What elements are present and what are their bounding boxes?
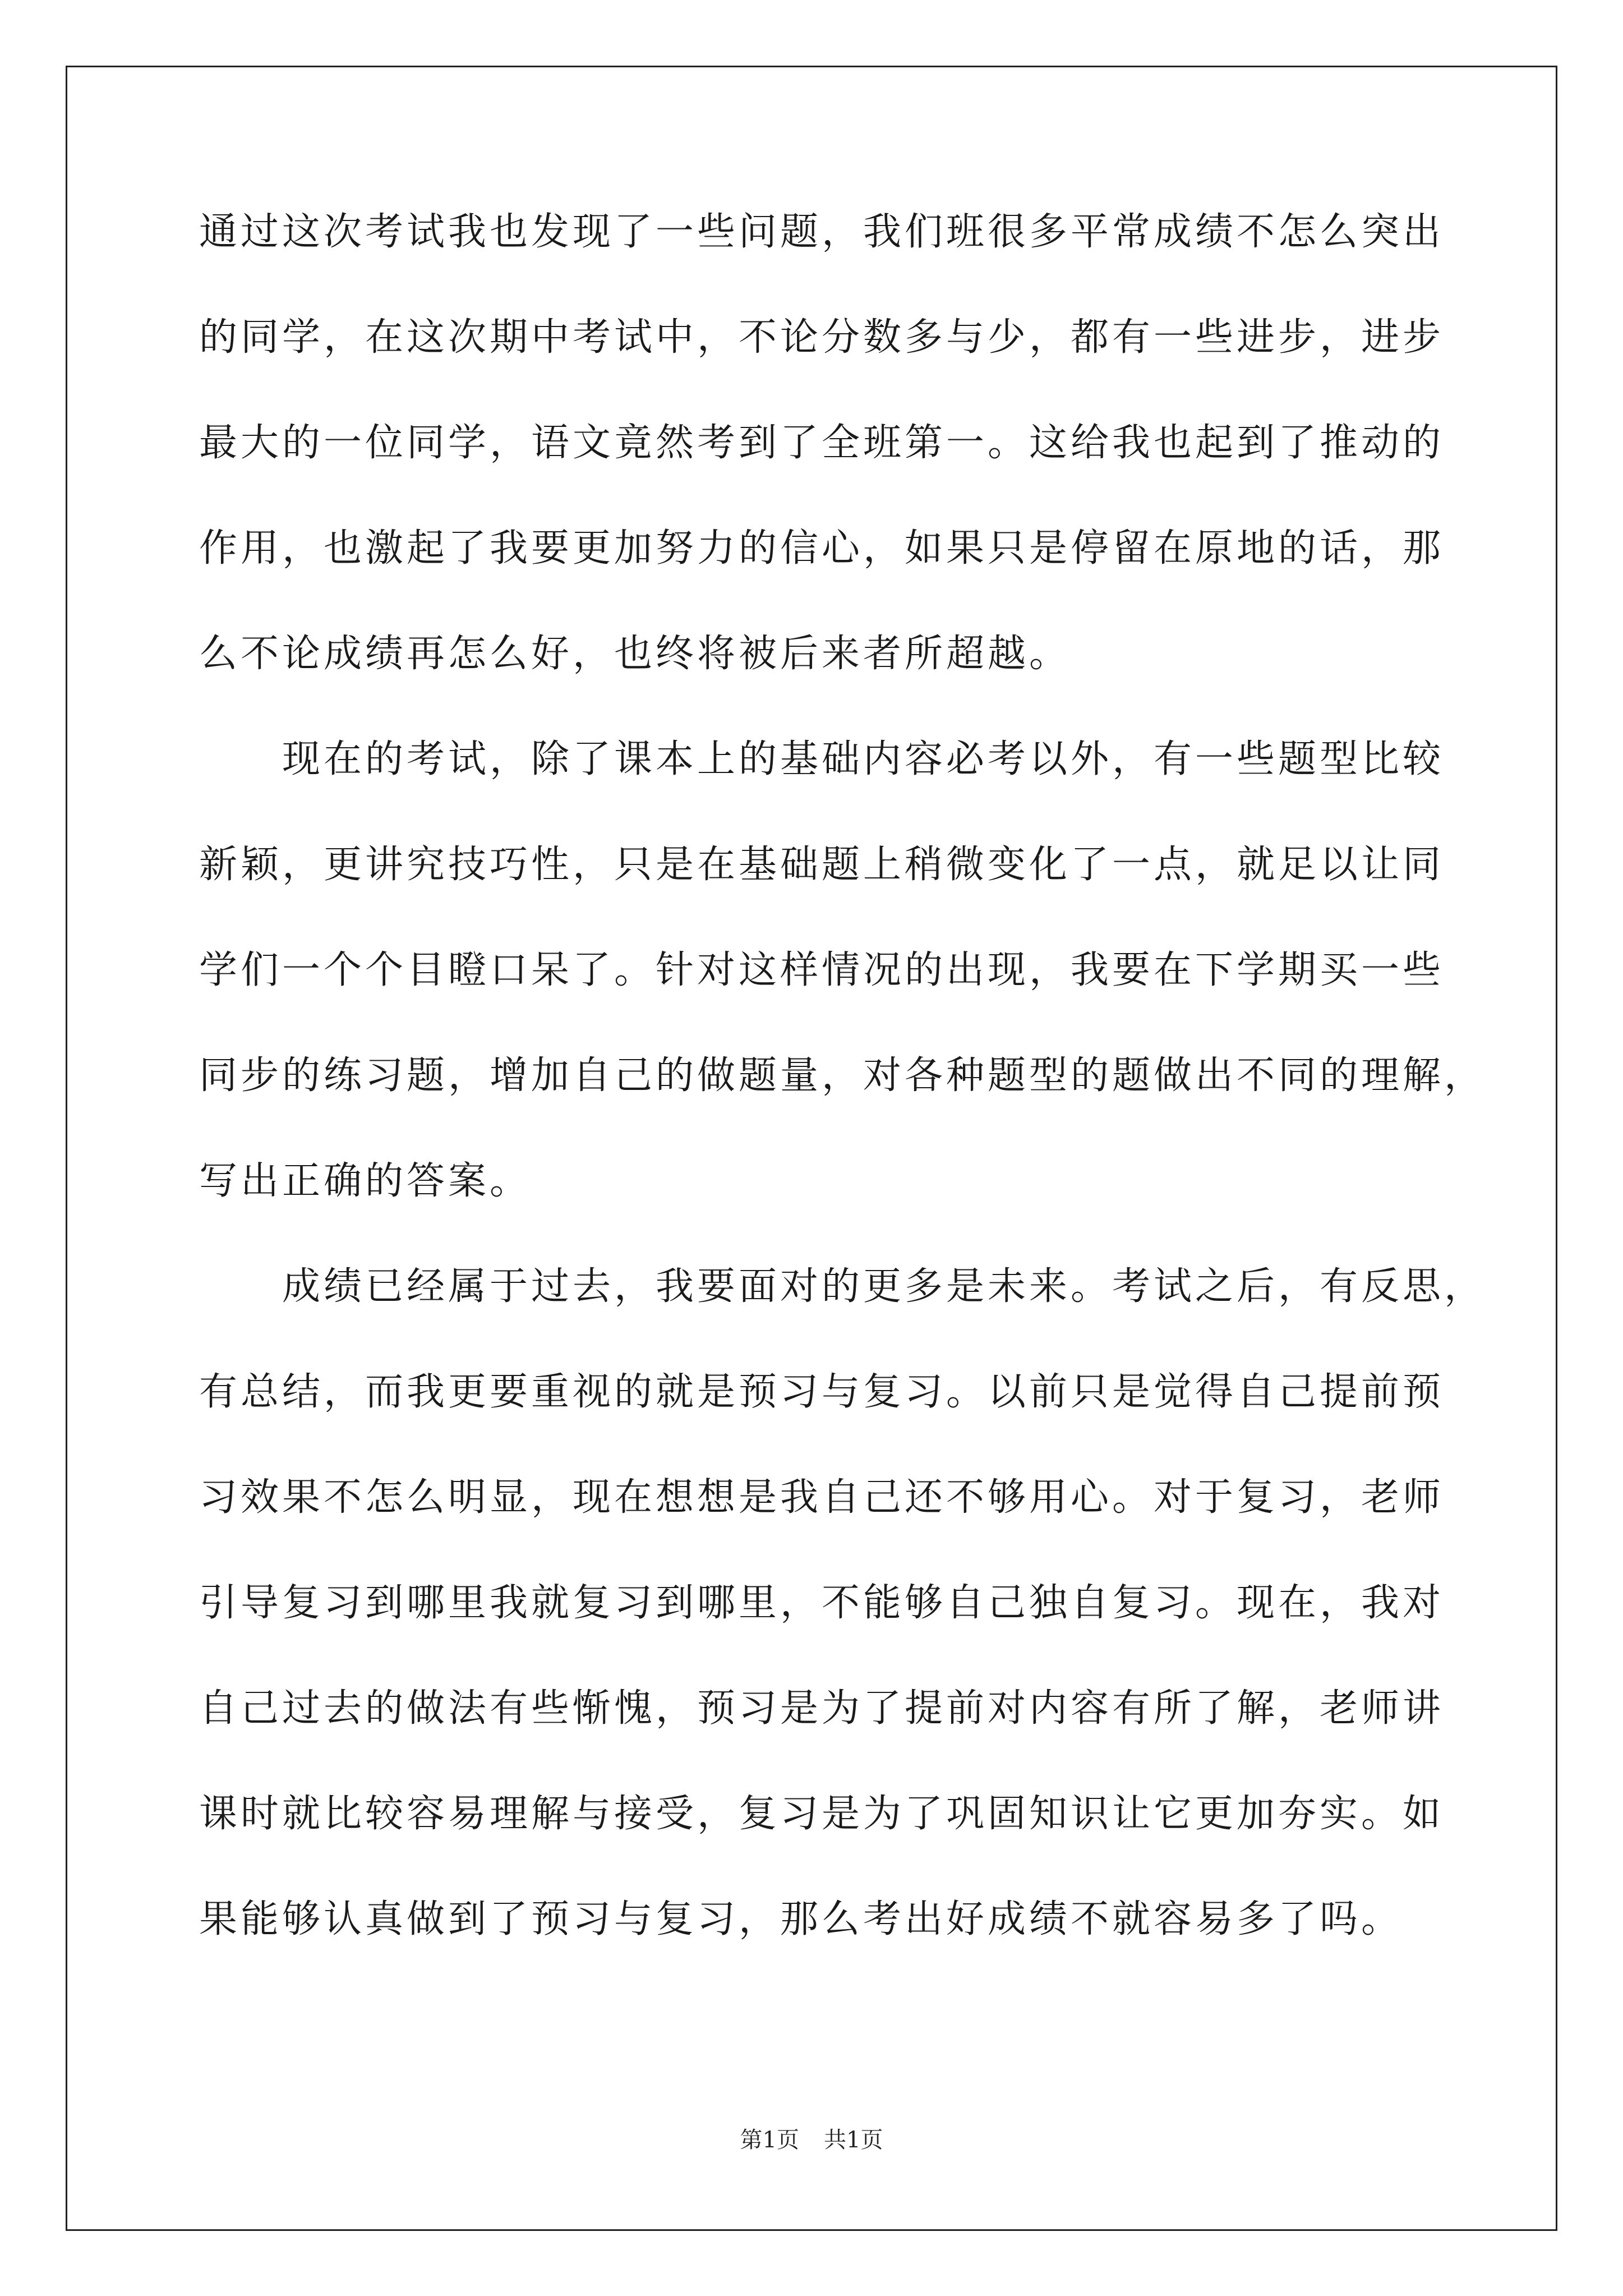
document-body	[199, 210, 1486, 2006]
page-number: 第1页	[740, 2127, 799, 2153]
text-line: 么不论成绩再怎么好，也终将被后来者所超越。	[199, 632, 1071, 676]
text-line: 通过这次考试我也发现了一些问题，我们班很多平常成绩不怎么突出	[199, 210, 1445, 254]
text-line: 学们一个个目瞪口呆了。针对这样情况的出现，我要在下学期买一些	[199, 948, 1445, 992]
text-line: 作用，也激起了我要更加努力的信心，如果只是停留在原地的话，那	[199, 526, 1445, 570]
text-line: 有总结，而我更要重视的就是预习与复习。以前只是觉得自己提前预	[199, 1370, 1445, 1414]
text-line: 最大的一位同学，语文竟然考到了全班第一。这给我也起到了推动的	[199, 421, 1445, 465]
text-line: 果能够认真做到了预习与复习，那么考出好成绩不就容易多了吗。	[199, 1897, 1403, 1941]
text-line: 写出正确的答案。	[199, 1159, 532, 1203]
text-line: 的同学，在这次期中考试中，不论分数多与少，都有一些进步，进步	[199, 315, 1445, 360]
text-line: 现在的考试，除了课本上的基础内容必考以外，有一些题型比较	[199, 737, 1445, 781]
text-line: 同步的练习题，增加自己的做题量，对各种题型的题做出不同的理解，	[199, 1053, 1486, 1098]
text-line: 成绩已经属于过去，我要面对的更多是未来。考试之后，有反思，	[199, 1264, 1486, 1309]
page-total: 共1页	[824, 2127, 883, 2153]
text-line: 引导复习到哪里我就复习到哪里，不能够自己独自复习。现在，我对	[199, 1581, 1445, 1625]
page-footer	[0, 2129, 1623, 2151]
text-line: 自己过去的做法有些惭愧，预习是为了提前对内容有所了解，老师讲	[199, 1686, 1445, 1731]
text-line: 课时就比较容易理解与接受，复习是为了巩固知识让它更加夯实。如	[199, 1792, 1445, 1836]
text-line: 习效果不怎么明显，现在想想是我自己还不够用心。对于复习，老师	[199, 1475, 1445, 1520]
text-line: 新颖，更讲究技巧性，只是在基础题上稍微变化了一点，就足以让同	[199, 843, 1445, 887]
